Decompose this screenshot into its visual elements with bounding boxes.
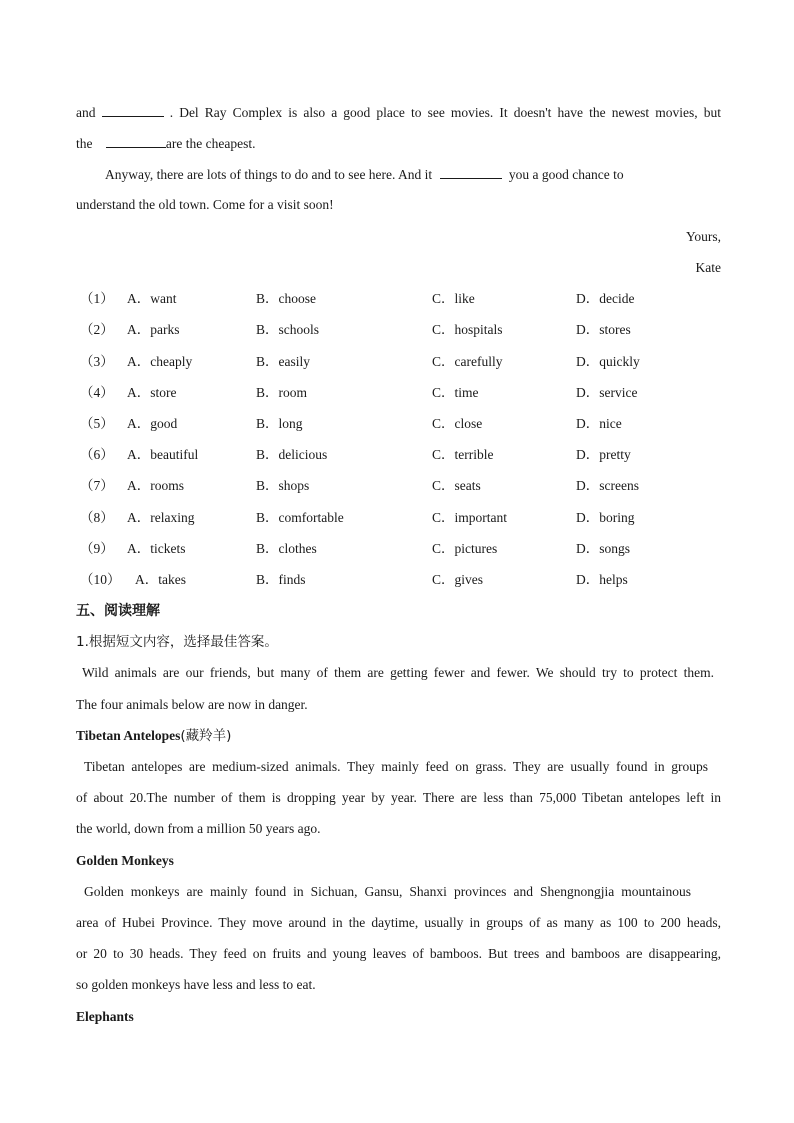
question-row	[0, 509, 794, 529]
option-a[interactable]: A．store	[127, 385, 177, 400]
option-c[interactable]: C．hospitals	[432, 322, 503, 337]
option-c[interactable]: C．carefully	[432, 354, 503, 369]
option-d[interactable]: D．quickly	[576, 354, 640, 369]
monkeys-line-2: area of Hubei Province. They move around in the daytime, usually in groups of as many as 100 to 200 heads,	[76, 915, 721, 930]
section-instruction: 1.根据短文内容，选择最佳答案。	[76, 634, 278, 650]
question-row	[0, 353, 794, 373]
antelopes-line-2: of about 20.The number of them is dropping year by year. There are less than 75,000 Tibetan antelopes left in	[76, 790, 721, 805]
passage-text: you a good chance to	[508, 167, 624, 182]
question-number: （2）	[80, 322, 114, 337]
option-b[interactable]: B．easily	[256, 354, 310, 369]
option-c[interactable]: C．like	[432, 291, 475, 306]
question-row	[0, 290, 794, 310]
option-a[interactable]: A．good	[127, 416, 178, 431]
option-d[interactable]: D．screens	[576, 478, 639, 493]
option-d[interactable]: D．pretty	[576, 447, 631, 462]
passage-line-3	[105, 165, 661, 184]
option-b[interactable]: B．choose	[256, 291, 316, 306]
answer-blank-4	[102, 103, 164, 117]
answer-blank-5	[106, 134, 166, 148]
letter-closing: Yours,	[685, 229, 721, 244]
antelopes-line-3: the world, down from a million 50 years ago.	[76, 821, 321, 836]
option-b[interactable]: B．clothes	[256, 541, 317, 556]
option-d[interactable]: D．stores	[576, 322, 631, 337]
option-d[interactable]: D．boring	[576, 510, 635, 525]
option-c[interactable]: C．close	[432, 416, 483, 431]
option-a[interactable]: A．cheaply	[127, 354, 193, 369]
option-b[interactable]: B．schools	[256, 322, 320, 337]
passage-text: . Del Ray Complex is also a good place to see movies. It doesn't have the newest movies, but	[169, 105, 722, 120]
option-a[interactable]: A．beautiful	[127, 447, 199, 462]
option-c[interactable]: C．seats	[432, 478, 481, 493]
option-d[interactable]: D．decide	[576, 291, 635, 306]
option-a[interactable]: A．parks	[127, 322, 180, 337]
question-number: （5）	[80, 416, 114, 431]
question-number: （6）	[80, 447, 114, 462]
question-number: （10）	[80, 572, 121, 587]
option-b[interactable]: B．long	[256, 416, 303, 431]
option-a[interactable]: A．tickets	[127, 541, 186, 556]
option-c[interactable]: C．gives	[432, 572, 484, 587]
option-c[interactable]: C．time	[432, 385, 479, 400]
option-b[interactable]: B．shops	[256, 478, 310, 493]
option-a[interactable]: A．rooms	[127, 478, 184, 493]
option-c[interactable]: C．pictures	[432, 541, 498, 556]
question-row	[0, 321, 794, 341]
antelopes-title-cn: (藏羚羊)	[180, 728, 232, 744]
answer-blank-10	[440, 165, 502, 179]
question-row	[0, 540, 794, 560]
option-d[interactable]: D．nice	[576, 416, 622, 431]
question-number: （1）	[80, 291, 114, 306]
question-number: （3）	[80, 354, 114, 369]
option-d[interactable]: D．helps	[576, 572, 628, 587]
passage-line-1	[76, 103, 721, 122]
monkeys-line-1: Golden monkeys are mainly found in Sichuan, Gansu, Shanxi provinces and Shengnongjia mountainous	[84, 884, 691, 899]
question-row	[0, 477, 794, 497]
monkeys-title: Golden Monkeys	[76, 853, 174, 868]
section-heading: 五、阅读理解	[76, 603, 160, 619]
question-row	[0, 446, 794, 466]
antelopes-line-1: Tibetan antelopes are medium-sized animals. They mainly feed on grass. They are usually found in groups	[84, 759, 708, 774]
elephants-title: Elephants	[76, 1009, 134, 1024]
option-b[interactable]: B．room	[256, 385, 308, 400]
option-b[interactable]: B．delicious	[256, 447, 328, 462]
question-row	[0, 384, 794, 404]
passage-text: are the cheapest.	[165, 136, 256, 151]
passage-text: Anyway, there are lots of things to do and to see here. And it	[105, 167, 433, 182]
option-d[interactable]: D．service	[576, 385, 638, 400]
letter-signature: Kate	[695, 260, 721, 275]
question-number: （9）	[80, 541, 114, 556]
option-a[interactable]: A．relaxing	[127, 510, 195, 525]
passage-line-4: understand the old town. Come for a visit soon!	[76, 197, 334, 212]
question-row	[0, 415, 794, 435]
question-number: （7）	[80, 478, 114, 493]
option-a[interactable]: A．takes	[135, 572, 186, 587]
monkeys-line-4: so golden monkeys have less and less to eat.	[76, 977, 316, 992]
intro-line-1: Wild animals are our friends, but many of them are getting fewer and fewer. We should try to protect them.	[82, 665, 714, 680]
passage-text: and	[76, 105, 96, 120]
antelopes-title-en: Tibetan Antelopes	[76, 728, 181, 743]
option-b[interactable]: B．comfortable	[256, 510, 344, 525]
option-c[interactable]: C．terrible	[432, 447, 494, 462]
option-c[interactable]: C．important	[432, 510, 507, 525]
option-a[interactable]: A．want	[127, 291, 177, 306]
antelopes-title	[76, 727, 721, 745]
question-row	[0, 571, 794, 591]
intro-line-2: The four animals below are now in danger.	[76, 697, 308, 712]
monkeys-line-3: or 20 to 30 heads. They feed on fruits and young leaves of bamboos. But trees and bamboos are disappearing,	[76, 946, 721, 961]
question-number: （4）	[80, 385, 114, 400]
passage-text: the	[76, 136, 93, 151]
question-number: （8）	[80, 510, 114, 525]
option-b[interactable]: B．finds	[256, 572, 306, 587]
passage-line-2	[76, 134, 721, 153]
option-d[interactable]: D．songs	[576, 541, 631, 556]
